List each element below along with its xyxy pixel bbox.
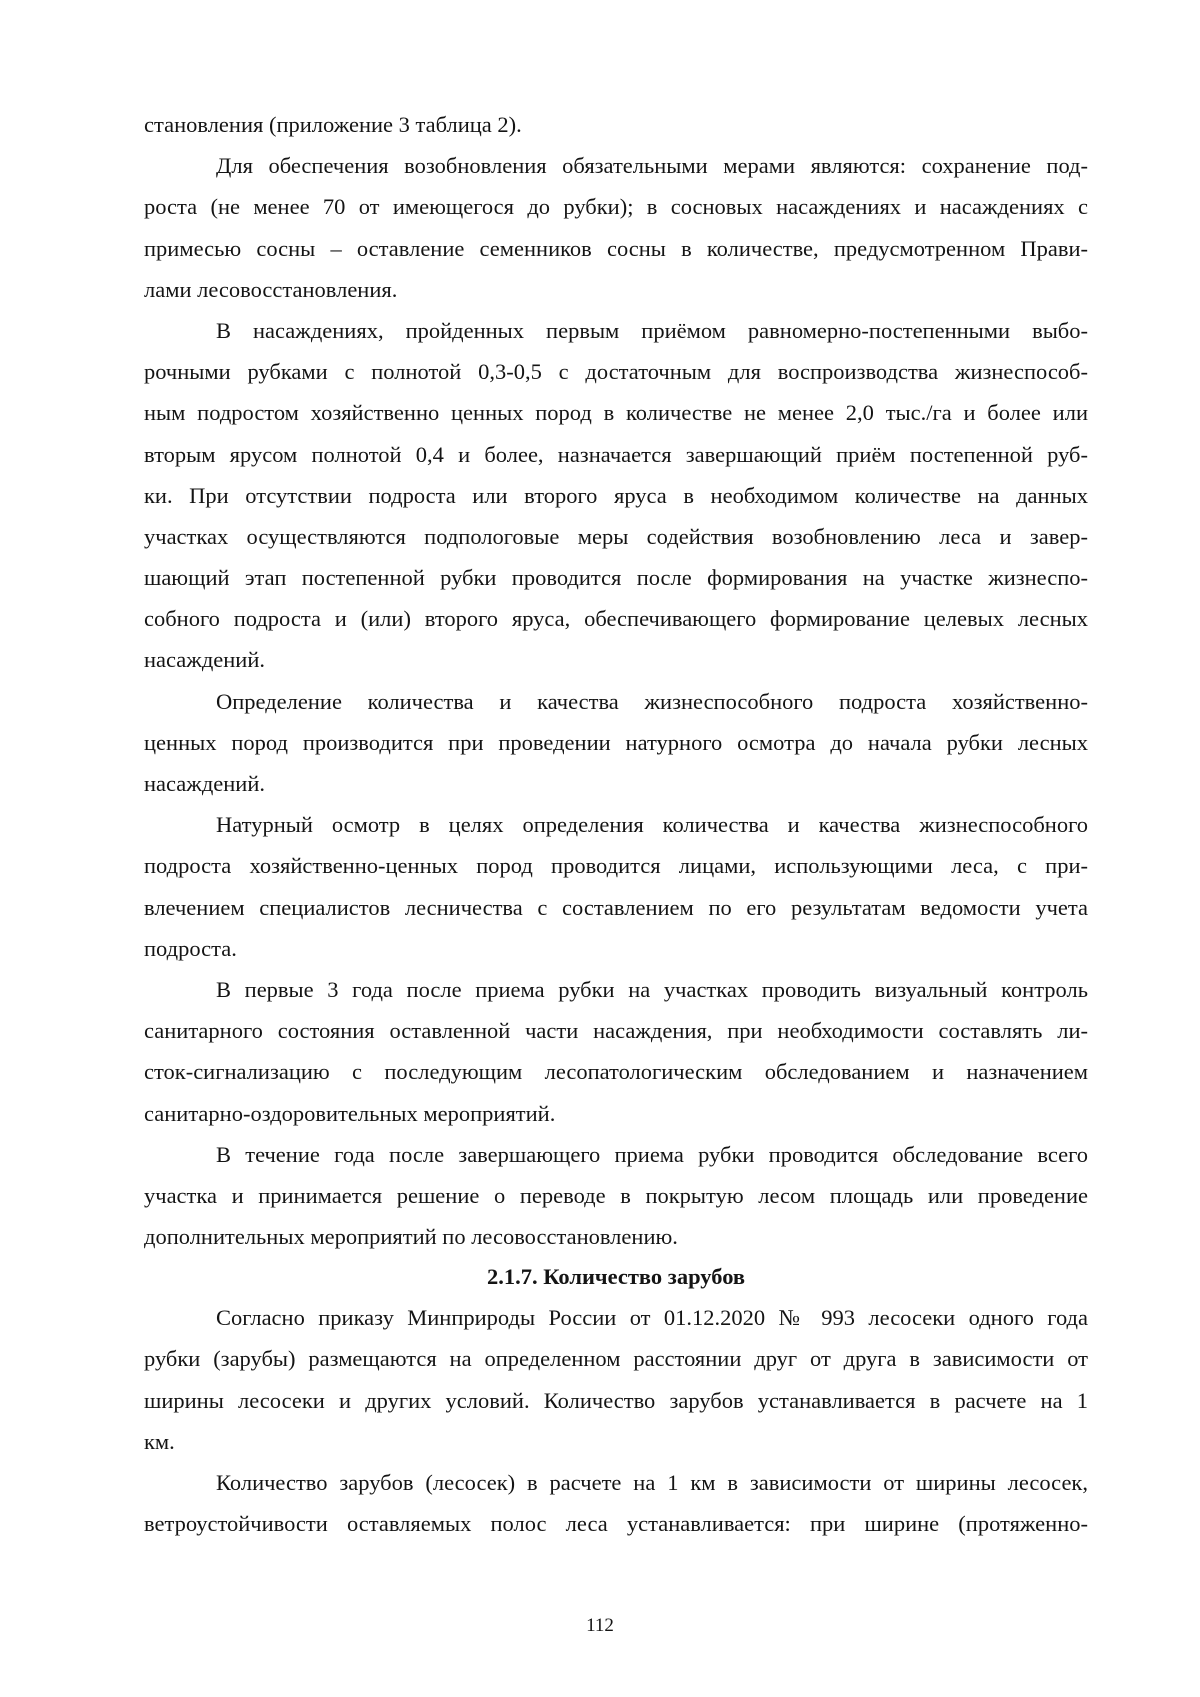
text-line: рочными рубками с полнотой 0,3-0,5 с достаточным для воспроизводства жизнеспособ- [144,359,1088,385]
text-line: насаждений. [144,771,266,796]
text-line: В первые 3 года после приема рубки на участках проводить визуальный контроль [216,976,1088,1002]
text-line: рубки (зарубы) размещаются на определенном расстоянии друг от друга в зависимости от [144,1346,1088,1372]
text-line: Определение количества и качества жизнеспособного подроста хозяйственно- [216,688,1088,714]
text-line: насаждений. [144,647,266,673]
text-line: шающий этап постепенной рубки проводится после формирования на участке жизнеспо- [144,565,1088,591]
text-line: Количество зарубов (лесосек) в расчете на 1 км в зависимости от ширины лесосек, [216,1470,1088,1495]
text-line: вторым ярусом полнотой 0,4 и более, назначается завершающий приём постепенной руб- [144,441,1088,467]
text-line: В течение года после завершающего приема рубки проводится обследование всего [216,1141,1088,1167]
text-line: санитарного состояния оставленной части насаждения, при необходимости составлять ли- [144,1018,1088,1044]
text-line: ки. При отсутствии подроста или второго яруса в необходимом количестве на данных [144,482,1088,508]
text-line: Для обеспечения возобновления обязательными мерами являются: сохранение под- [216,153,1088,179]
text-line: Натурный осмотр в целях определения количества и качества жизнеспособного [216,812,1088,838]
text-line: ветроустойчивости оставляемых полос леса устанавливается: при ширине (протяженно- [144,1511,1088,1537]
text-line: участках осуществляются подпологовые меры содействия возобновлению леса и завер- [144,523,1088,549]
text-line: роста (не менее 70 от имеющегося до рубки); в сосновых насаждениях и насаждениях с [144,194,1088,220]
text-line: км. [144,1428,175,1454]
text-line: дополнительных мероприятий по лесовосстановлению. [144,1224,678,1250]
text-line: ценных пород производится при проведении натурного осмотра до начала рубки лесных [144,729,1088,755]
text-line: санитарно-оздоровительных мероприятий. [144,1100,556,1126]
paragraphs-section-2-1-7 [144,1297,1088,1544]
text-line: Согласно приказу Минприроды России от 01.12.2020 № 993 лесосеки одного года [216,1305,1088,1331]
text-line: подроста хозяйственно-ценных пород проводится лицами, использующими леса, с при- [144,853,1088,879]
text-line: участка и принимается решение о переводе в покрытую лесом площадь или проведение [144,1182,1088,1208]
text-line: становления (приложение 3 таблица 2). [144,112,522,137]
text-line: ным подростом хозяйственно ценных пород в количестве не менее 2,0 тыс./га и более или [144,400,1088,426]
text-line: ширины лесосеки и других условий. Количество зарубов устанавливается в расчете на 1 [144,1387,1088,1413]
body-text [144,104,1088,1544]
text-line: подроста. [144,935,237,961]
text-line: собного подроста и (или) второго яруса, обеспечивающего формирование целевых лесных [144,606,1088,632]
text-line: влечением специалистов лесничества с составлением по его результатам ведомости учета [144,894,1088,920]
text-line: сток-сигнализацию с последующим лесопатологическим обследованием и назначением [144,1059,1088,1085]
page-number: 112 [586,1615,614,1636]
section-heading: 2.1.7. Количество зарубов [486,1264,746,1290]
text-line: примесью сосны – оставление семенников сосны в количестве, предусмотренном Прави- [144,235,1088,261]
paragraphs-section-2-1-6 [144,104,1088,1257]
text-line: В насаждениях, пройденных первым приёмом равномерно-постепенными выбо- [216,317,1088,343]
text-line: лами лесовосстановления. [144,276,398,302]
